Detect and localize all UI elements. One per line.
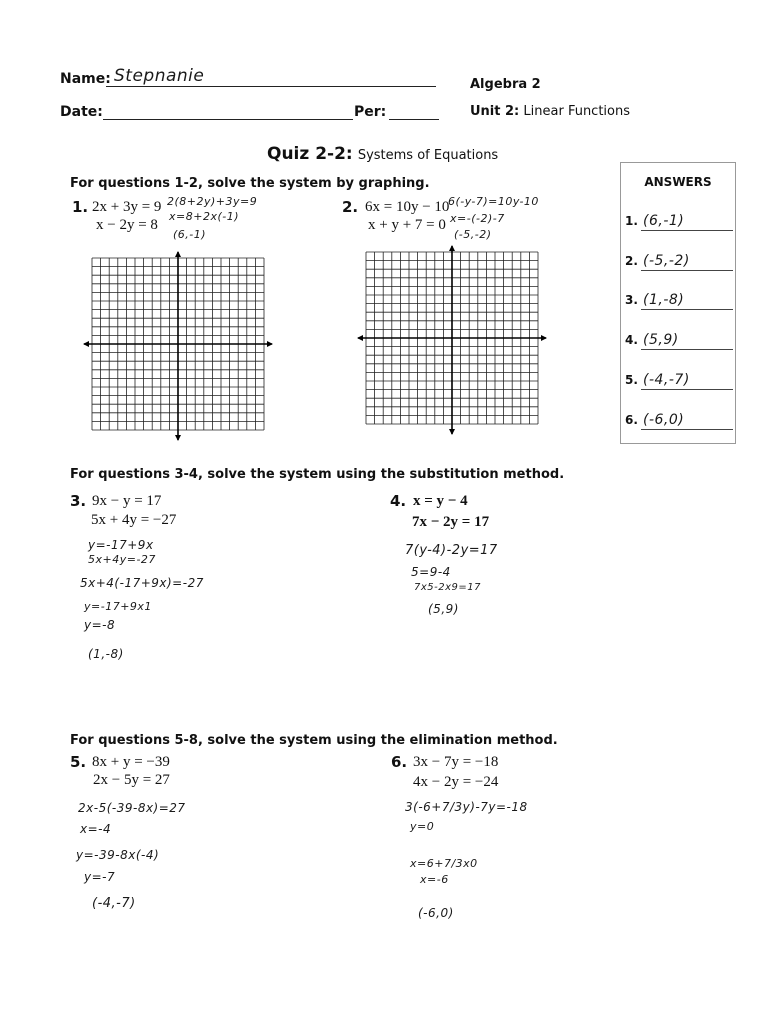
y-axis-arrow-down bbox=[449, 429, 455, 435]
course-name: Algebra 2 bbox=[470, 77, 541, 92]
section-graphing-instructions: For questions 1-2, solve the system by graphing. bbox=[70, 176, 430, 191]
page-title bbox=[267, 144, 498, 164]
q1-work-2: x=8+2x(-1) bbox=[169, 210, 240, 223]
q5-work-2: x=-4 bbox=[80, 822, 112, 836]
name-value: Stepnanie bbox=[114, 66, 205, 86]
q5-eq1: 8x + y = −39 bbox=[92, 754, 170, 770]
q6-number: 6. bbox=[391, 753, 408, 771]
answers-box bbox=[620, 162, 736, 444]
answer-line bbox=[641, 389, 733, 390]
q6-work-2: y=0 bbox=[410, 820, 435, 833]
q1-coordinate-grid bbox=[82, 250, 274, 445]
per-line bbox=[389, 119, 439, 120]
date-line bbox=[103, 119, 353, 120]
q3-work-5: y=-8 bbox=[84, 618, 116, 632]
q2-eq2: x + y + 7 = 0 bbox=[368, 217, 446, 233]
x-axis-arrow-right bbox=[267, 341, 273, 347]
q4-eq1: x = y − 4 bbox=[413, 493, 468, 509]
y-axis-arrow-up bbox=[175, 251, 181, 257]
answer-row-2 bbox=[625, 247, 733, 271]
answer-line bbox=[641, 230, 733, 231]
q4-eq2: 7x − 2y = 17 bbox=[412, 514, 490, 530]
answer-line bbox=[641, 349, 733, 350]
q6-work-1: 3(-6+7/3y)-7y=-18 bbox=[405, 800, 528, 814]
y-axis-arrow-up bbox=[449, 245, 455, 251]
answer-num: 4. bbox=[625, 333, 638, 347]
q3-work-1: y=-17+9x bbox=[88, 538, 154, 552]
x-axis-arrow-left bbox=[357, 335, 363, 341]
answer-value: (-6,0) bbox=[643, 412, 685, 428]
q2-work-3: (-5,-2) bbox=[454, 228, 492, 241]
answer-line bbox=[641, 270, 733, 271]
q6-eq2: 4x − 2y = −24 bbox=[413, 774, 499, 790]
q1-eq1: 2x + 3y = 9 bbox=[92, 199, 162, 215]
section-elimination-instructions: For questions 5-8, solve the system using the elimination method. bbox=[70, 733, 558, 748]
answer-value: (6,-1) bbox=[643, 213, 685, 229]
answer-value: (-4,-7) bbox=[643, 372, 690, 388]
name-label: Name: bbox=[60, 71, 111, 87]
x-axis-arrow-right bbox=[541, 335, 547, 341]
q1-number: 1. bbox=[72, 198, 89, 216]
answer-line bbox=[641, 309, 733, 310]
q6-eq1: 3x − 7y = −18 bbox=[413, 754, 499, 770]
answers-heading: ANSWERS bbox=[644, 175, 712, 189]
answer-row-6 bbox=[625, 406, 733, 430]
q2-coordinate-grid bbox=[356, 244, 548, 439]
answer-line bbox=[641, 429, 733, 430]
q3-work-2: 5x+4y=-27 bbox=[88, 553, 156, 566]
unit-name: Linear Functions bbox=[523, 104, 631, 119]
q6-work-3: x=6+7/3x0 bbox=[410, 857, 478, 870]
name-line bbox=[106, 86, 436, 87]
answer-row-3 bbox=[625, 286, 733, 310]
q4-work-2: 5=9-4 bbox=[411, 565, 451, 579]
q2-eq1: 6x = 10y − 10 bbox=[365, 199, 450, 215]
q1-eq2: x − 2y = 8 bbox=[96, 217, 158, 233]
q5-work-4: y=-7 bbox=[84, 870, 116, 884]
answer-row-4 bbox=[625, 326, 733, 350]
answer-row-5 bbox=[625, 366, 733, 390]
answer-value: (-5,-2) bbox=[643, 253, 690, 269]
q1-work-1: 2(8+2y)+3y=9 bbox=[167, 195, 258, 208]
q6-work-5: (-6,0) bbox=[418, 906, 454, 920]
date-label: Date: bbox=[60, 104, 103, 120]
q3-work-4: y=-17+9x1 bbox=[84, 600, 152, 613]
quiz-number: Quiz 2-2: bbox=[267, 144, 353, 164]
answer-value: (1,-8) bbox=[643, 292, 685, 308]
q3-eq1: 9x − y = 17 bbox=[92, 493, 162, 509]
q5-work-3: y=-39-8x(-4) bbox=[76, 848, 160, 862]
answer-num: 5. bbox=[625, 373, 638, 387]
q4-number: 4. bbox=[390, 492, 407, 510]
q3-work-3: 5x+4(-17+9x)=-27 bbox=[80, 576, 204, 590]
answer-value: (5,9) bbox=[643, 332, 679, 348]
q5-number: 5. bbox=[70, 753, 87, 771]
answer-row-1 bbox=[625, 207, 733, 231]
q5-work-5: (-4,-7) bbox=[92, 896, 136, 911]
q1-work-3: (6,-1) bbox=[173, 228, 207, 241]
x-axis-arrow-left bbox=[83, 341, 89, 347]
per-label: Per: bbox=[354, 104, 387, 120]
answer-num: 6. bbox=[625, 413, 638, 427]
answer-num: 2. bbox=[625, 254, 638, 268]
q4-work-4: (5,9) bbox=[428, 602, 459, 616]
answer-num: 3. bbox=[625, 293, 638, 307]
y-axis-arrow-down bbox=[175, 435, 181, 441]
q4-work-3: 7x5-2x9=17 bbox=[414, 582, 481, 593]
answer-num: 1. bbox=[625, 214, 638, 228]
q6-work-4: x=-6 bbox=[420, 873, 449, 886]
unit-line bbox=[470, 104, 630, 119]
q2-work-1: 6(-y-7)=10y-10 bbox=[448, 195, 539, 208]
q3-eq2: 5x + 4y = −27 bbox=[91, 512, 177, 528]
q5-eq2: 2x − 5y = 27 bbox=[93, 772, 170, 788]
quiz-topic: Systems of Equations bbox=[357, 148, 499, 163]
q3-work-6: (1,-8) bbox=[88, 647, 124, 661]
section-substitution-instructions: For questions 3-4, solve the system using the substitution method. bbox=[70, 467, 565, 482]
q5-work-1: 2x-5(-39-8x)=27 bbox=[78, 801, 186, 815]
unit-label: Unit 2: bbox=[470, 104, 520, 119]
q4-work-1: 7(y-4)-2y=17 bbox=[405, 543, 498, 558]
q3-number: 3. bbox=[70, 492, 87, 510]
q2-number: 2. bbox=[342, 198, 359, 216]
q2-work-2: x=-(-2)-7 bbox=[450, 212, 505, 225]
